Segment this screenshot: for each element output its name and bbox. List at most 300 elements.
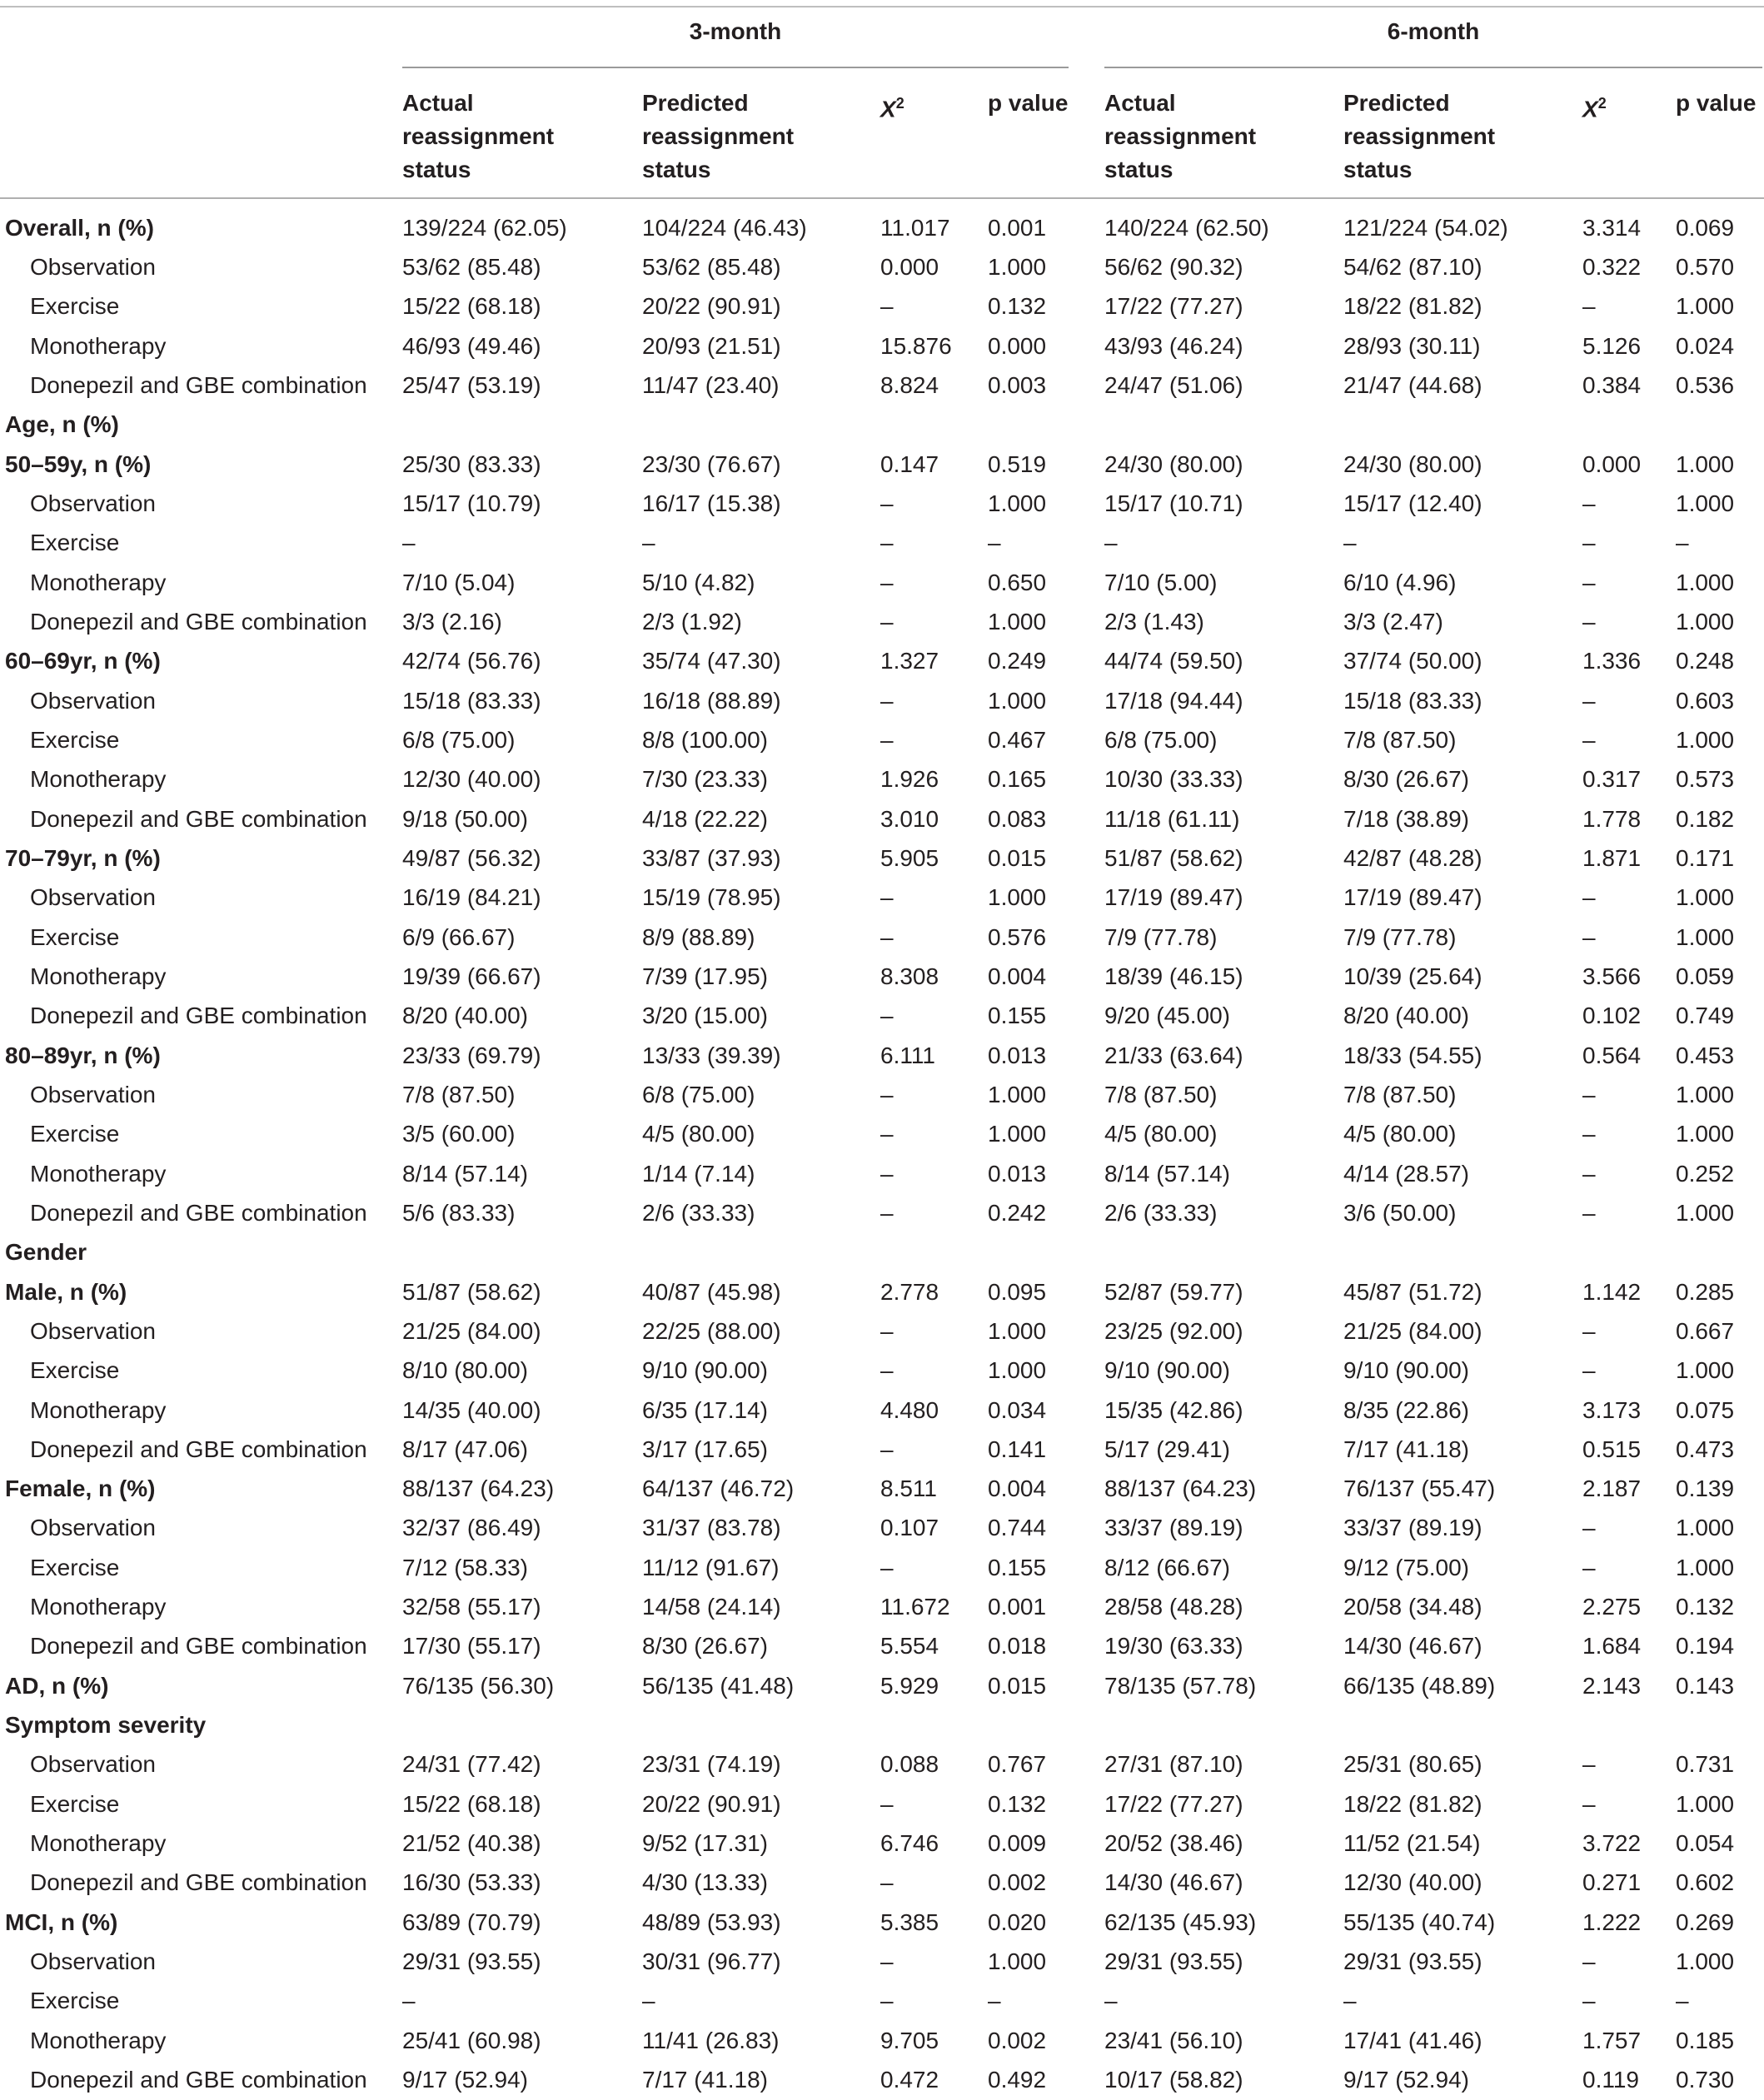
cell-actual-6m: 6/8 (75.00) [1104,726,1218,753]
table-row [0,445,1764,484]
cell-chi2-6m: – [1582,1948,1596,1975]
cell-predicted-3m: 15/19 (78.95) [642,884,781,911]
cell-actual-6m: 2/3 (1.43) [1104,608,1204,634]
cell-pvalue-6m [1676,1233,1764,1272]
cell-predicted-6m: 9/17 (52.94) [1343,2067,1469,2093]
cell-predicted-3m: 20/22 (90.91) [642,1790,781,1817]
cell-actual-3m: 46/93 (49.46) [402,332,541,359]
table-row [0,760,1764,799]
cell-predicted-3m: 31/37 (83.78) [642,1515,781,1541]
cell-chi2-3m: 8.824 [880,371,939,398]
row-label: 60–69yr, n (%) [5,648,161,674]
cell-predicted-3m: 23/30 (76.67) [642,450,781,477]
cell-chi2-6m: 1.222 [1582,1908,1642,1935]
table-row [0,1154,1764,1193]
cell-pvalue-6m: 0.536 [1676,371,1735,398]
cell-chi2-3m [880,1233,988,1272]
table-row [0,997,1764,1036]
group-rule-3-month [402,67,1069,68]
cell-actual-6m: 2/6 (33.33) [1104,1199,1218,1226]
table-row [0,1627,1764,1666]
cell-pvalue-3m: 1.000 [988,884,1047,911]
row-label: Gender [5,1239,87,1266]
cell-predicted-3m [642,406,880,445]
cell-actual-6m: 7/8 (87.50) [1104,1081,1218,1107]
cell-pvalue-3m: 1.000 [988,1317,1047,1344]
cell-predicted-6m: 15/18 (83.33) [1343,687,1482,714]
cell-chi2-3m: 1.926 [880,766,939,793]
cell-actual-3m: 15/22 (68.18) [402,293,541,320]
cell-predicted-3m: 6/35 (17.14) [642,1396,768,1423]
cell-actual-6m: 24/30 (80.00) [1104,450,1243,477]
cell-actual-6m [1104,1705,1343,1744]
cell-actual-6m: 8/12 (66.67) [1104,1554,1230,1580]
table-row [0,1470,1764,1509]
cell-pvalue-6m: 0.143 [1676,1672,1735,1699]
cell-predicted-3m: 16/18 (88.89) [642,687,781,714]
cell-actual-3m: 53/62 (85.48) [402,253,541,280]
cell-pvalue-6m: 0.573 [1676,766,1735,793]
cell-actual-6m: – [1104,530,1118,556]
row-label: Monotherapy [30,2027,167,2053]
cell-actual-3m: 24/31 (77.42) [402,1751,541,1778]
cell-chi2-6m: 0.271 [1582,1869,1642,1896]
cell-chi2-3m: – [880,1436,894,1462]
cell-chi2-6m: 0.119 [1582,2067,1639,2093]
chi-superscript: 2 [895,95,904,112]
cell-chi2-6m: – [1582,687,1596,714]
cell-pvalue-3m: 0.015 [988,1672,1047,1699]
cell-pvalue-6m: 0.731 [1676,1751,1735,1778]
table-row [0,287,1764,326]
cell-pvalue-3m: 1.000 [988,253,1047,280]
cell-chi2-6m: – [1582,1121,1596,1147]
cell-pvalue-6m: – [1676,530,1689,556]
cell-pvalue-6m: 0.667 [1676,1317,1735,1344]
column-header-chi-3m [880,87,904,126]
cell-pvalue-3m: 0.003 [988,371,1047,398]
cell-predicted-3m: 3/17 (17.65) [642,1436,768,1462]
cell-chi2-3m: 0.088 [880,1751,939,1778]
cell-pvalue-6m: 0.285 [1676,1278,1735,1305]
cell-predicted-6m: 17/41 (41.46) [1343,2027,1482,2053]
cell-actual-3m: 49/87 (56.32) [402,844,541,871]
header-rule [0,197,1764,199]
chi-symbol: X [880,96,896,122]
cell-predicted-6m: 18/22 (81.82) [1343,293,1482,320]
cell-predicted-3m: 11/41 (26.83) [642,2027,780,2053]
row-label: 70–79yr, n (%) [5,844,161,871]
table-row [0,839,1764,878]
table-row [0,602,1764,641]
cell-predicted-3m: 7/39 (17.95) [642,963,768,989]
cell-chi2-3m: – [880,608,894,634]
cell-pvalue-6m: 0.570 [1676,253,1735,280]
table-row [0,1824,1764,1863]
cell-chi2-3m: 15.876 [880,332,952,359]
table-row [0,1784,1764,1824]
cell-chi2-6m: 1.778 [1582,805,1642,832]
row-label: Monotherapy [30,1830,167,1857]
cell-predicted-3m: 16/17 (15.38) [642,490,781,516]
cell-chi2-3m: 3.010 [880,805,939,832]
cell-actual-3m: 14/35 (40.00) [402,1396,541,1423]
cell-predicted-3m: 11/47 (23.40) [642,371,780,398]
table-row [0,720,1764,759]
cell-predicted-3m: – [642,530,655,556]
cell-chi2-6m: 1.336 [1582,648,1642,674]
table-row [0,1391,1764,1430]
cell-predicted-6m: 21/25 (84.00) [1343,1317,1482,1344]
cell-chi2-3m: – [880,530,894,556]
cell-pvalue-3m: 0.519 [988,450,1047,477]
row-label: Symptom severity [5,1712,207,1739]
cell-actual-6m: 7/9 (77.78) [1104,923,1218,950]
cell-chi2-6m: – [1582,1357,1596,1384]
cell-chi2-3m: 0.000 [880,253,939,280]
table-row [0,2060,1764,2099]
cell-chi2-6m: 1.871 [1582,844,1642,871]
row-label: 50–59y, n (%) [5,450,152,477]
cell-predicted-3m: 104/224 (46.43) [642,214,807,241]
cell-actual-6m: 8/14 (57.14) [1104,1160,1230,1187]
cell-actual-6m: 10/30 (33.33) [1104,766,1243,793]
cell-chi2-3m: – [880,884,894,911]
cell-pvalue-6m: 0.749 [1676,1003,1735,1029]
cell-pvalue-6m: 0.602 [1676,1869,1735,1896]
cell-predicted-3m: 14/58 (24.14) [642,1594,781,1620]
cell-chi2-3m: – [880,923,894,950]
cell-chi2-3m: 4.480 [880,1396,939,1423]
row-label: Exercise [30,1121,120,1147]
row-label: Monotherapy [30,1396,167,1423]
cell-pvalue-6m: 1.000 [1676,450,1735,477]
row-label: Overall, n (%) [5,214,154,241]
cell-chi2-3m: – [880,1790,894,1817]
cell-pvalue-3m: 1.000 [988,490,1047,516]
cell-pvalue-3m: 0.132 [988,1790,1047,1817]
cell-chi2-6m: 1.142 [1582,1278,1642,1305]
cell-pvalue-3m: 1.000 [988,1121,1047,1147]
cell-pvalue-3m: 1.000 [988,1948,1047,1975]
row-label: Donepezil and GBE combination [30,805,367,832]
cell-chi2-3m: – [880,1081,894,1107]
cell-pvalue-6m: 0.069 [1676,214,1735,241]
cell-pvalue-6m: 0.730 [1676,2067,1735,2093]
cell-predicted-6m: 66/135 (48.89) [1343,1672,1496,1699]
cell-predicted-3m: 4/18 (22.22) [642,805,768,832]
cell-pvalue-3m: 0.650 [988,569,1047,595]
cell-pvalue-3m: 0.095 [988,1278,1047,1305]
row-label: Monotherapy [30,569,167,595]
cell-actual-3m: 16/19 (84.21) [402,884,541,911]
cell-pvalue-6m: 0.075 [1676,1396,1735,1423]
cell-pvalue-3m: 0.132 [988,293,1047,320]
table-row [0,642,1764,681]
table-row [0,918,1764,957]
cell-pvalue-3m: 0.083 [988,805,1047,832]
cell-chi2-6m: – [1582,1160,1596,1187]
cell-actual-3m: 76/135 (56.30) [402,1672,555,1699]
cell-chi2-3m: 9.705 [880,2027,939,2053]
cell-chi2-3m: 5.385 [880,1908,939,1935]
row-label: Observation [30,1751,156,1778]
cell-predicted-6m: 3/6 (50.00) [1343,1199,1457,1226]
cell-predicted-6m: – [1343,1988,1357,2014]
cell-predicted-3m: 3/20 (15.00) [642,1003,768,1029]
row-label: 80–89yr, n (%) [5,1042,161,1068]
cell-pvalue-6m: 1.000 [1676,1554,1735,1580]
cell-pvalue-6m: 0.132 [1676,1594,1735,1620]
cell-pvalue-6m: 1.000 [1676,884,1735,911]
cell-actual-3m: 7/8 (87.50) [402,1081,516,1107]
cell-actual-3m: 7/12 (58.33) [402,1554,528,1580]
cell-predicted-6m: 37/74 (50.00) [1343,648,1482,674]
table-row [0,1982,1764,2021]
cell-pvalue-3m [988,406,1104,445]
cell-pvalue-3m: 0.002 [988,2027,1047,2053]
cell-predicted-3m: 30/31 (96.77) [642,1948,781,1975]
cell-pvalue-3m [988,1705,1104,1744]
cell-predicted-6m: 8/35 (22.86) [1343,1396,1469,1423]
cell-chi2-3m: 0.107 [880,1515,939,1541]
cell-actual-3m [402,406,642,445]
row-label: Monotherapy [30,766,167,793]
cell-pvalue-6m: 0.171 [1676,844,1735,871]
cell-actual-3m: 15/18 (83.33) [402,687,541,714]
cell-actual-6m: 29/31 (93.55) [1104,1948,1243,1975]
group-header-3-month: 3-month [689,18,782,44]
table-row [0,484,1764,523]
cell-pvalue-3m: 0.004 [988,963,1047,989]
cell-chi2-6m: – [1582,530,1596,556]
cell-predicted-3m: 56/135 (41.48) [642,1672,795,1699]
cell-actual-6m: 9/10 (90.00) [1104,1357,1230,1384]
cell-predicted-6m: 8/30 (26.67) [1343,766,1469,793]
cell-actual-3m: 9/17 (52.94) [402,2067,528,2093]
cell-predicted-6m: 17/19 (89.47) [1343,884,1482,911]
cell-predicted-3m: 22/25 (88.00) [642,1317,781,1344]
cell-actual-3m: 3/3 (2.16) [402,608,502,634]
table-row [0,1587,1764,1626]
cell-actual-6m: 11/18 (61.11) [1104,805,1240,832]
cell-chi2-3m: – [880,569,894,595]
cell-pvalue-6m: 0.248 [1676,648,1735,674]
cell-predicted-6m: – [1343,530,1357,556]
cell-chi2-6m: 3.566 [1582,963,1642,989]
cell-predicted-3m [642,1233,880,1272]
cell-chi2-3m [880,1705,988,1744]
cell-pvalue-6m: 0.194 [1676,1633,1735,1660]
cell-actual-3m: 25/47 (53.19) [402,371,541,398]
cell-predicted-3m: – [642,1988,655,2014]
table-row [0,1036,1764,1075]
cell-pvalue-3m: 0.020 [988,1908,1047,1935]
row-label: Exercise [30,1988,120,2014]
cell-actual-3m: 15/22 (68.18) [402,1790,541,1817]
cell-pvalue-3m: 0.000 [988,332,1047,359]
cell-chi2-3m: 5.905 [880,844,939,871]
table-row [0,366,1764,405]
cell-actual-3m: 88/137 (64.23) [402,1475,555,1502]
cell-pvalue-6m [1676,406,1764,445]
table-row [0,2021,1764,2060]
table-row [0,208,1764,247]
cell-chi2-6m: – [1582,1081,1596,1107]
cell-actual-6m: 62/135 (45.93) [1104,1908,1257,1935]
row-label: Monotherapy [30,1594,167,1620]
cell-pvalue-3m: 1.000 [988,687,1047,714]
table-row [0,247,1764,286]
row-label: Donepezil and GBE combination [30,1199,367,1226]
cell-pvalue-3m: 1.000 [988,1357,1047,1384]
cell-chi2-6m: 1.757 [1582,2027,1642,2053]
cell-chi2-3m: – [880,1199,894,1226]
row-label: Observation [30,490,156,516]
cell-predicted-6m: 24/30 (80.00) [1343,450,1482,477]
cell-predicted-6m: 29/31 (93.55) [1343,1948,1482,1975]
cell-predicted-3m: 4/30 (13.33) [642,1869,768,1896]
cell-predicted-6m: 7/18 (38.89) [1343,805,1469,832]
cell-actual-3m: 29/31 (93.55) [402,1948,541,1975]
cell-pvalue-6m: 0.252 [1676,1160,1735,1187]
cell-predicted-6m: 4/14 (28.57) [1343,1160,1469,1187]
cell-pvalue-3m: 0.002 [988,1869,1047,1896]
cell-pvalue-3m: 0.249 [988,648,1047,674]
column-header-pvalue-3m: p value [988,90,1069,116]
cell-chi2-6m: 3.722 [1582,1830,1642,1857]
cell-predicted-6m: 7/9 (77.78) [1343,923,1457,950]
cell-chi2-6m: – [1582,1515,1596,1541]
cell-pvalue-3m: 0.165 [988,766,1047,793]
cell-pvalue-3m: 0.013 [988,1042,1047,1068]
cell-predicted-3m: 8/8 (100.00) [642,726,768,753]
cell-chi2-6m: 1.684 [1582,1633,1642,1660]
cell-chi2-3m: – [880,293,894,320]
cell-predicted-6m: 3/3 (2.47) [1343,608,1443,634]
cell-chi2-3m: – [880,1003,894,1029]
cell-chi2-3m: – [880,687,894,714]
cell-actual-3m: 19/39 (66.67) [402,963,541,989]
cell-pvalue-6m: 1.000 [1676,1199,1735,1226]
cell-predicted-3m: 40/87 (45.98) [642,1278,781,1305]
row-label: Observation [30,884,156,911]
table-row [0,1509,1764,1548]
cell-chi2-6m: – [1582,1790,1596,1817]
cell-chi2-3m: 0.147 [880,450,939,477]
cell-actual-3m: 21/52 (40.38) [402,1830,541,1857]
cell-chi2-6m: 0.515 [1582,1436,1642,1462]
row-label: Donepezil and GBE combination [30,1633,367,1660]
cell-actual-6m: – [1104,1988,1118,2014]
column-header-predicted-6m: Predicted reassignment status [1343,90,1496,182]
cell-actual-3m: 9/18 (50.00) [402,805,528,832]
table-row [0,326,1764,366]
cell-actual-3m: 7/10 (5.04) [402,569,516,595]
cell-actual-3m: 8/17 (47.06) [402,1436,528,1462]
cell-actual-6m: 23/25 (92.00) [1104,1317,1243,1344]
cell-pvalue-3m: 0.467 [988,726,1047,753]
cell-actual-3m: 6/8 (75.00) [402,726,516,753]
cell-chi2-3m: – [880,1317,894,1344]
cell-pvalue-3m: 1.000 [988,1081,1047,1107]
table-row [0,563,1764,602]
cell-predicted-3m: 2/6 (33.33) [642,1199,755,1226]
cell-predicted-6m: 7/8 (87.50) [1343,1081,1457,1107]
cell-predicted-6m: 33/37 (89.19) [1343,1515,1482,1541]
cell-actual-6m [1104,406,1343,445]
cell-actual-3m: – [402,530,416,556]
cell-actual-3m: 25/30 (83.33) [402,450,541,477]
cell-actual-6m: 56/62 (90.32) [1104,253,1243,280]
cell-pvalue-6m: – [1676,1988,1689,2014]
table-row [0,1075,1764,1114]
cell-actual-6m: 18/39 (46.15) [1104,963,1243,989]
cell-predicted-3m: 7/17 (41.18) [642,2067,768,2093]
table-row [0,1233,1764,1272]
data-table [0,208,1764,2100]
cell-predicted-6m: 9/10 (90.00) [1343,1357,1469,1384]
cell-chi2-6m [1582,406,1676,445]
cell-predicted-3m: 48/89 (53.93) [642,1908,781,1935]
group-header-6-month: 6-month [1387,18,1480,44]
cell-predicted-6m: 18/22 (81.82) [1343,1790,1482,1817]
cell-chi2-6m: 0.322 [1582,253,1642,280]
row-label: Donepezil and GBE combination [30,371,367,398]
cell-actual-3m: 25/41 (60.98) [402,2027,541,2053]
cell-actual-3m: 23/33 (69.79) [402,1042,541,1068]
cell-predicted-3m: 8/9 (88.89) [642,923,755,950]
table-row [0,1311,1764,1351]
row-label: Male, n (%) [5,1278,127,1305]
row-label: Donepezil and GBE combination [30,1003,367,1029]
cell-predicted-3m: 64/137 (46.72) [642,1475,795,1502]
table-row [0,1666,1764,1705]
cell-predicted-3m: 6/8 (75.00) [642,1081,755,1107]
column-header-actual-6m: Actual reassignment status [1104,90,1257,182]
cell-pvalue-6m: 1.000 [1676,1357,1735,1384]
cell-chi2-3m: 5.929 [880,1672,939,1699]
row-label: Observation [30,1515,156,1541]
row-label: Exercise [30,923,120,950]
row-label: Monotherapy [30,1160,167,1187]
cell-actual-6m: 43/93 (46.24) [1104,332,1243,359]
cell-pvalue-6m: 1.000 [1676,1948,1735,1975]
cell-actual-6m: 15/17 (10.71) [1104,490,1243,516]
cell-predicted-6m [1343,1705,1582,1744]
cell-chi2-6m [1582,1705,1676,1744]
cell-pvalue-6m: 1.000 [1676,1081,1735,1107]
table-row [0,878,1764,918]
cell-actual-6m: 15/35 (42.86) [1104,1396,1243,1423]
cell-chi2-3m: 1.327 [880,648,939,674]
cell-pvalue-3m [988,1233,1104,1272]
table-row [0,1942,1764,1981]
cell-chi2-6m: 0.564 [1582,1042,1642,1068]
table-row [0,1903,1764,1942]
cell-predicted-6m: 20/58 (34.48) [1343,1594,1482,1620]
cell-pvalue-6m [1676,1705,1764,1744]
table-row [0,1430,1764,1469]
cell-chi2-6m: – [1582,1317,1596,1344]
table-row [0,681,1764,720]
cell-predicted-6m [1343,1233,1582,1272]
cell-predicted-3m: 35/74 (47.30) [642,648,781,674]
cell-predicted-3m: 9/52 (17.31) [642,1830,768,1857]
cell-chi2-3m: – [880,490,894,516]
row-label: Exercise [30,1357,120,1384]
cell-pvalue-3m: 0.001 [988,1594,1047,1620]
